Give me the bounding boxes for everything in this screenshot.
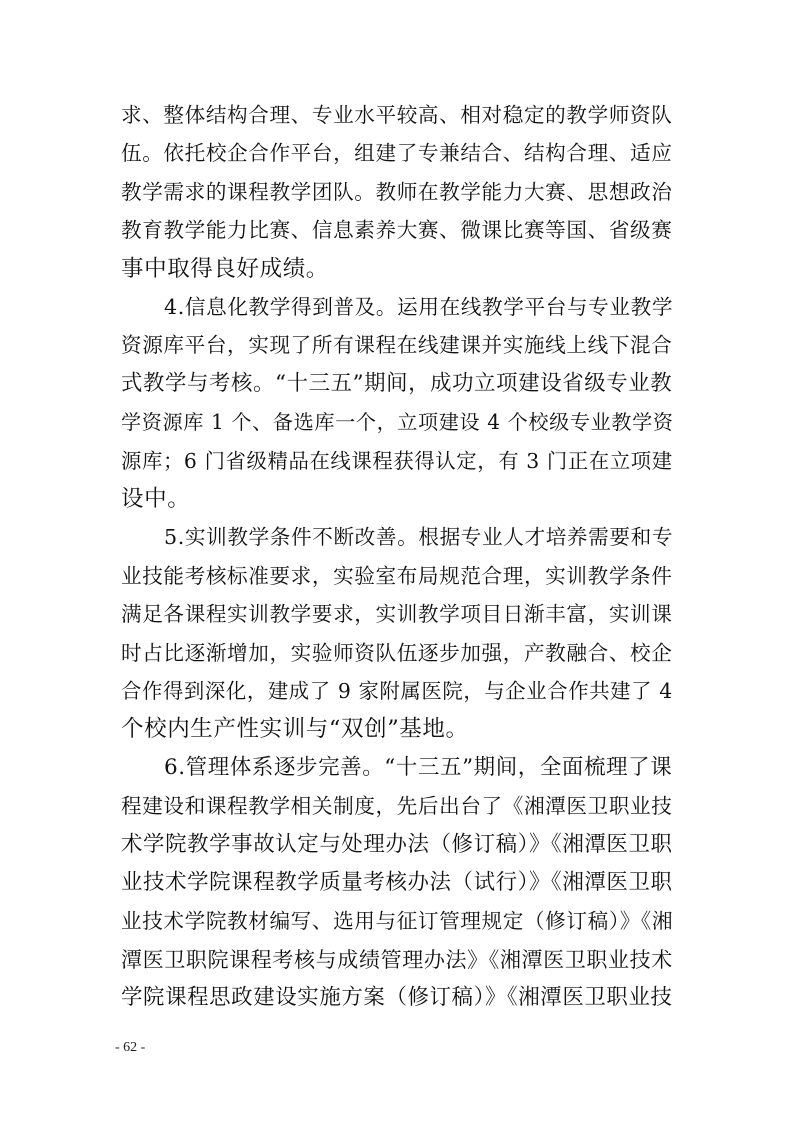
text-line: 设中。	[121, 486, 191, 512]
text-line: 教学需求的课程教学团队。教师在教学能力大赛、思想政治	[121, 179, 673, 204]
text-line: 程建设和课程教学相关制度，先后出台了《湘潭医卫职业技	[121, 794, 673, 819]
text-line: 时占比逐渐增加，实验师资队伍逐步加强，产教融合、校企	[121, 640, 673, 665]
paragraph-4-first-line: 4.信息化教学得到普及。运用在线教学平台与专业教学	[164, 295, 674, 319]
text-line: 潭医卫职院课程考核与成绩管理办法》《湘潭医卫职业技术	[121, 946, 673, 972]
text-line: 伍。依托校企合作平台，组建了专兼结合、结构合理、适应	[121, 141, 673, 166]
paragraph-5-first-line: 5.实训教学条件不断改善。根据专业人才培养需要和专	[164, 525, 674, 550]
text-line: 满足各课程实训教学要求，实训教学项目日渐丰富，实训课	[121, 602, 673, 627]
page-number: - 62 -	[115, 1040, 146, 1055]
text-line: 源库；6 门省级精品在线课程获得认定，有 3 门正在立项建	[121, 448, 673, 473]
text-line: 式教学与考核。“十三五”期间，成功立项建设省级专业教	[121, 370, 673, 396]
text-line: 业技能考核标准要求，实验室布局规范合理，实训教学条件	[121, 563, 673, 588]
text-line: 学院课程思政建设实施方案（修订稿）》《湘潭医卫职业技	[121, 985, 673, 1011]
text-line: 术学院教学事故认定与处理办法（修订稿）》《湘潭医卫职	[121, 831, 673, 857]
text-line: 资源库平台，实现了所有课程在线建课并实施线上线下混合	[121, 333, 673, 358]
text-line: 合作得到深化，建成了 9 家附属医院，与企业合作共建了 4	[121, 679, 673, 703]
text-line: 事中取得良好成绩。	[121, 255, 329, 282]
text-line: 教育教学能力比赛、信息素养大赛、微课比赛等国、省级赛	[121, 218, 673, 243]
text-line: 业技术学院课程教学质量考核办法（试行）》《湘潭医卫职	[121, 870, 673, 895]
text-line: 业技术学院教材编写、选用与征订管理规定（修订稿）》《湘	[121, 909, 674, 934]
text-line: 求、整体结构合理、专业水平较高、相对稳定的教学师资队	[121, 103, 673, 127]
text-line: 个校内生产性实训与“双创”基地。	[121, 716, 469, 743]
paragraph-6-first-line: 6.管理体系逐步完善。“十三五”期间，全面梳理了课	[164, 754, 673, 780]
text-line: 学资源库 1 个、备选库一个，立项建设 4 个校级专业教学资	[121, 410, 674, 435]
